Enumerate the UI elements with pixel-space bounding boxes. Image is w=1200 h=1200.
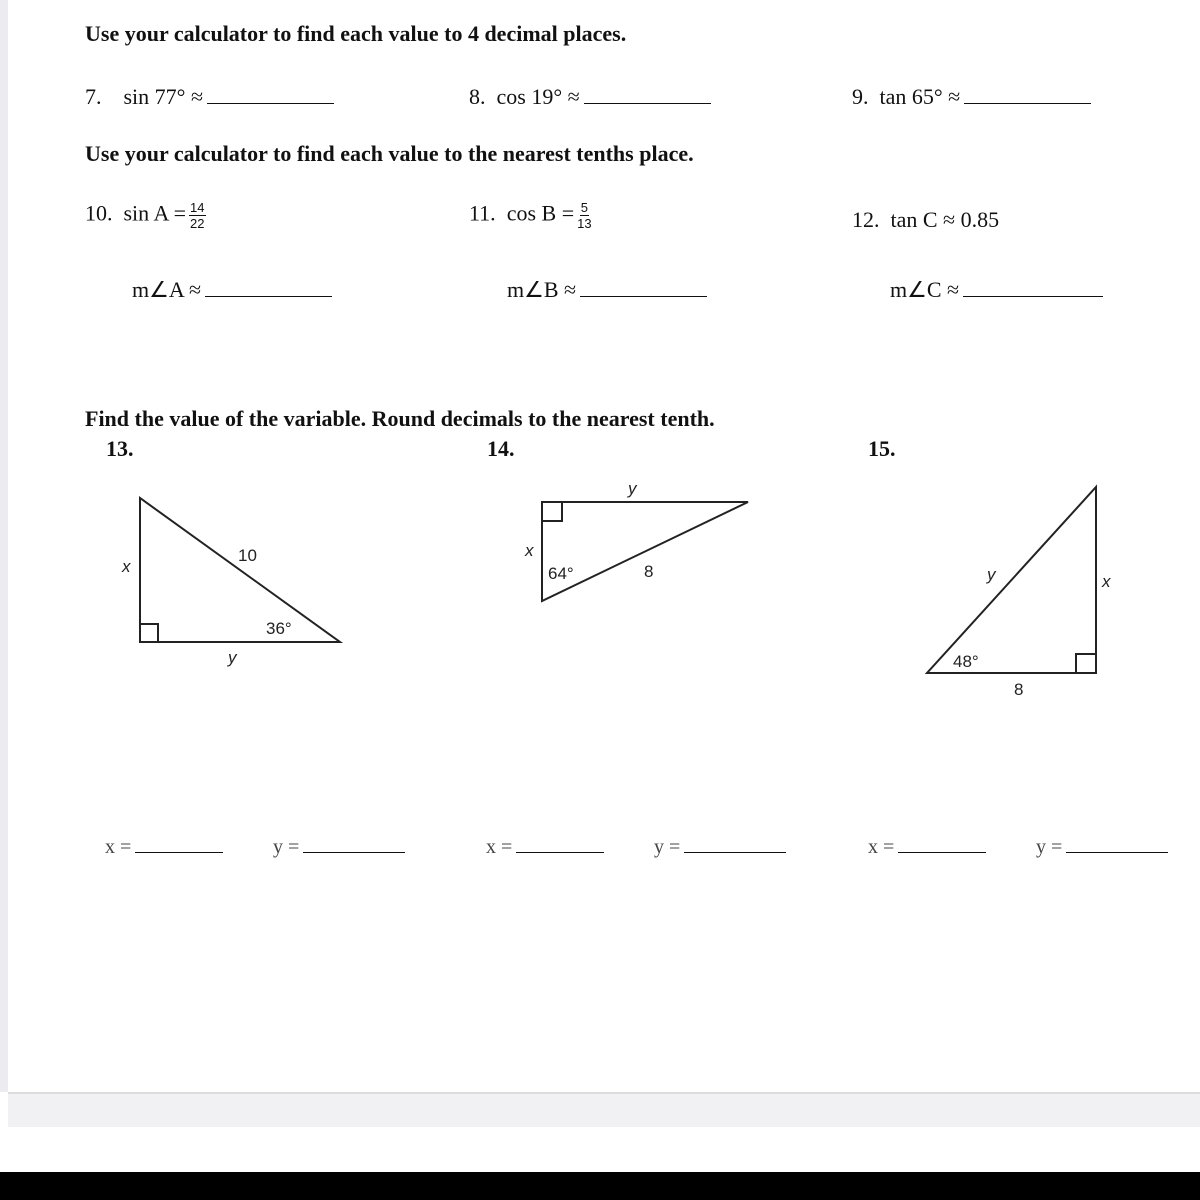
problem-expr: cos 19° ≈ <box>496 84 580 109</box>
label-hypotenuse: 8 <box>644 562 654 581</box>
denominator: 22 <box>190 216 205 231</box>
problem-number: 8. <box>469 84 486 109</box>
problem-number-14: 14. <box>487 436 515 461</box>
answer-13-x <box>105 832 223 859</box>
problem-number-15: 15. <box>868 436 896 461</box>
problem-number: 12. <box>852 207 880 232</box>
answer-blank[interactable] <box>1066 832 1168 853</box>
problem-number: 10. <box>85 200 113 226</box>
section3-heading: Find the value of the variable. Round decimals to the nearest tenth. <box>85 406 715 431</box>
right-angle-mark <box>140 624 158 642</box>
label-y: y <box>228 648 237 667</box>
label-y: y <box>987 565 996 584</box>
label-angle: 48° <box>953 652 979 671</box>
problem-expr: tan C ≈ 0.85 <box>890 207 1000 232</box>
answer-label: x = <box>105 836 132 858</box>
answer-blank[interactable] <box>684 832 786 853</box>
label-x: x <box>1102 572 1111 591</box>
answer-label: m∠C ≈ <box>890 277 960 302</box>
triangle-14 <box>542 502 748 601</box>
answer-blank[interactable] <box>135 832 223 853</box>
answer-14-x <box>486 832 604 859</box>
problem-number: 7. <box>85 84 102 109</box>
answer-label: y = <box>1036 836 1063 858</box>
answer-label: m∠B ≈ <box>507 277 577 302</box>
label-x: x <box>525 541 534 560</box>
answer-15-y <box>1036 832 1168 859</box>
section2-heading: Use your calculator to find each value to the nearest tenths place. <box>85 141 694 166</box>
right-angle-mark <box>542 502 562 521</box>
label-base: 8 <box>1014 680 1024 699</box>
answer-13-y <box>273 832 405 859</box>
answer-label: y = <box>654 836 681 858</box>
denominator: 13 <box>577 216 592 231</box>
label-angle: 64° <box>548 564 574 583</box>
answer-15-x <box>868 832 986 859</box>
label-hypotenuse: 10 <box>238 546 257 565</box>
label-angle: 36° <box>266 619 292 638</box>
triangle-15 <box>927 487 1096 673</box>
triangle-13 <box>140 498 340 642</box>
problem-expr: sin A = <box>123 200 187 226</box>
problem-number: 11. <box>469 200 496 226</box>
problem-expr: tan 65° ≈ <box>879 84 961 109</box>
problem-expr: cos B = <box>506 200 575 226</box>
answer-label: m∠A ≈ <box>132 277 202 302</box>
numerator: 5 <box>580 200 588 215</box>
answer-label: x = <box>868 836 895 858</box>
answer-label: y = <box>273 836 300 858</box>
section1-heading: Use your calculator to find each value to 4 decimal places. <box>85 21 627 46</box>
answer-blank[interactable] <box>516 832 604 853</box>
answer-blank[interactable] <box>898 832 986 853</box>
problem-expr: sin 77° ≈ <box>123 84 204 109</box>
problem-number-13: 13. <box>106 436 134 461</box>
answer-blank[interactable] <box>303 832 405 853</box>
right-angle-mark <box>1076 654 1096 673</box>
label-x: x <box>122 557 131 576</box>
label-y: y <box>628 479 637 498</box>
problem-number: 9. <box>852 84 869 109</box>
numerator: 14 <box>190 200 205 215</box>
answer-14-y <box>654 832 786 859</box>
answer-label: x = <box>486 836 513 858</box>
